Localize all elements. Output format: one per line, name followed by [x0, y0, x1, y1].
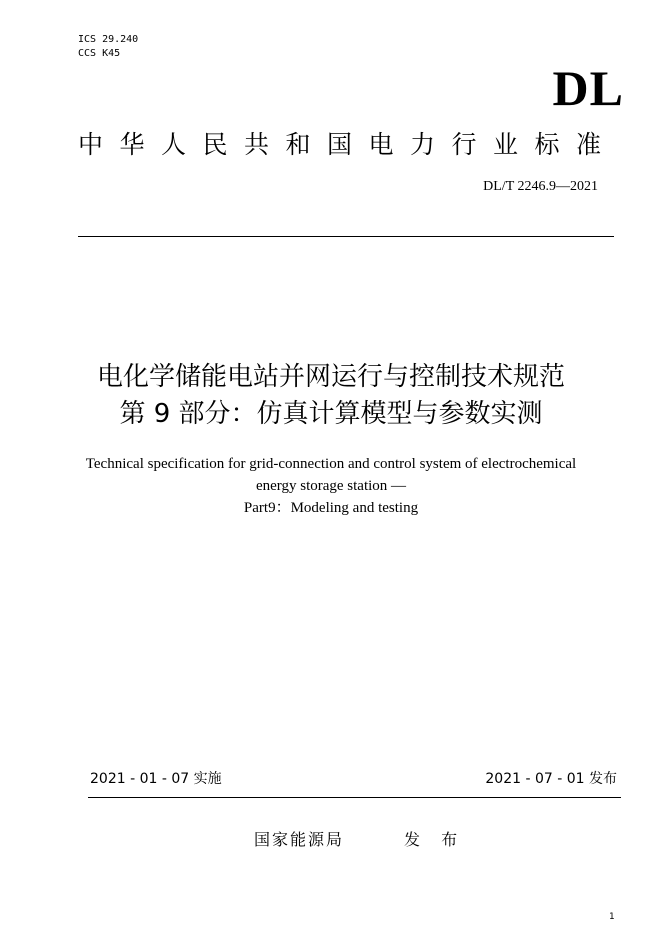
publication-date: 2021 - 07 - 01 发布 — [485, 771, 617, 787]
standard-number: DL/T 2246.9—2021 — [483, 179, 598, 194]
ccs-code: CCS K45 — [78, 48, 121, 59]
dl-logo: DL — [552, 60, 624, 116]
title-en-line3: Part9：Modeling and testing — [243, 500, 419, 516]
header-divider — [78, 236, 614, 237]
publisher-name: 国家能源局 — [254, 830, 345, 849]
title-cn-line2: 第 9 部分：仿真计算模型与参数实测 — [119, 399, 543, 429]
classification-codes — [78, 33, 138, 61]
title-cn-line1: 电化学储能电站并网运行与控制技术规范 — [96, 362, 565, 392]
date-divider — [88, 797, 621, 798]
ics-code: ICS 29.240 — [78, 34, 139, 45]
page-number: 1 — [609, 912, 615, 922]
industry-standard-title: 中华人民共和国电力行业标准 — [78, 130, 618, 159]
title-en-line2: energy storage station — — [255, 478, 407, 494]
implementation-date: 2021 - 01 - 07 实施 — [90, 771, 222, 787]
title-en-line1: Technical specification for grid-connection and control system of electrochemical — [85, 456, 577, 472]
publish-label: 发 布 — [404, 830, 466, 849]
